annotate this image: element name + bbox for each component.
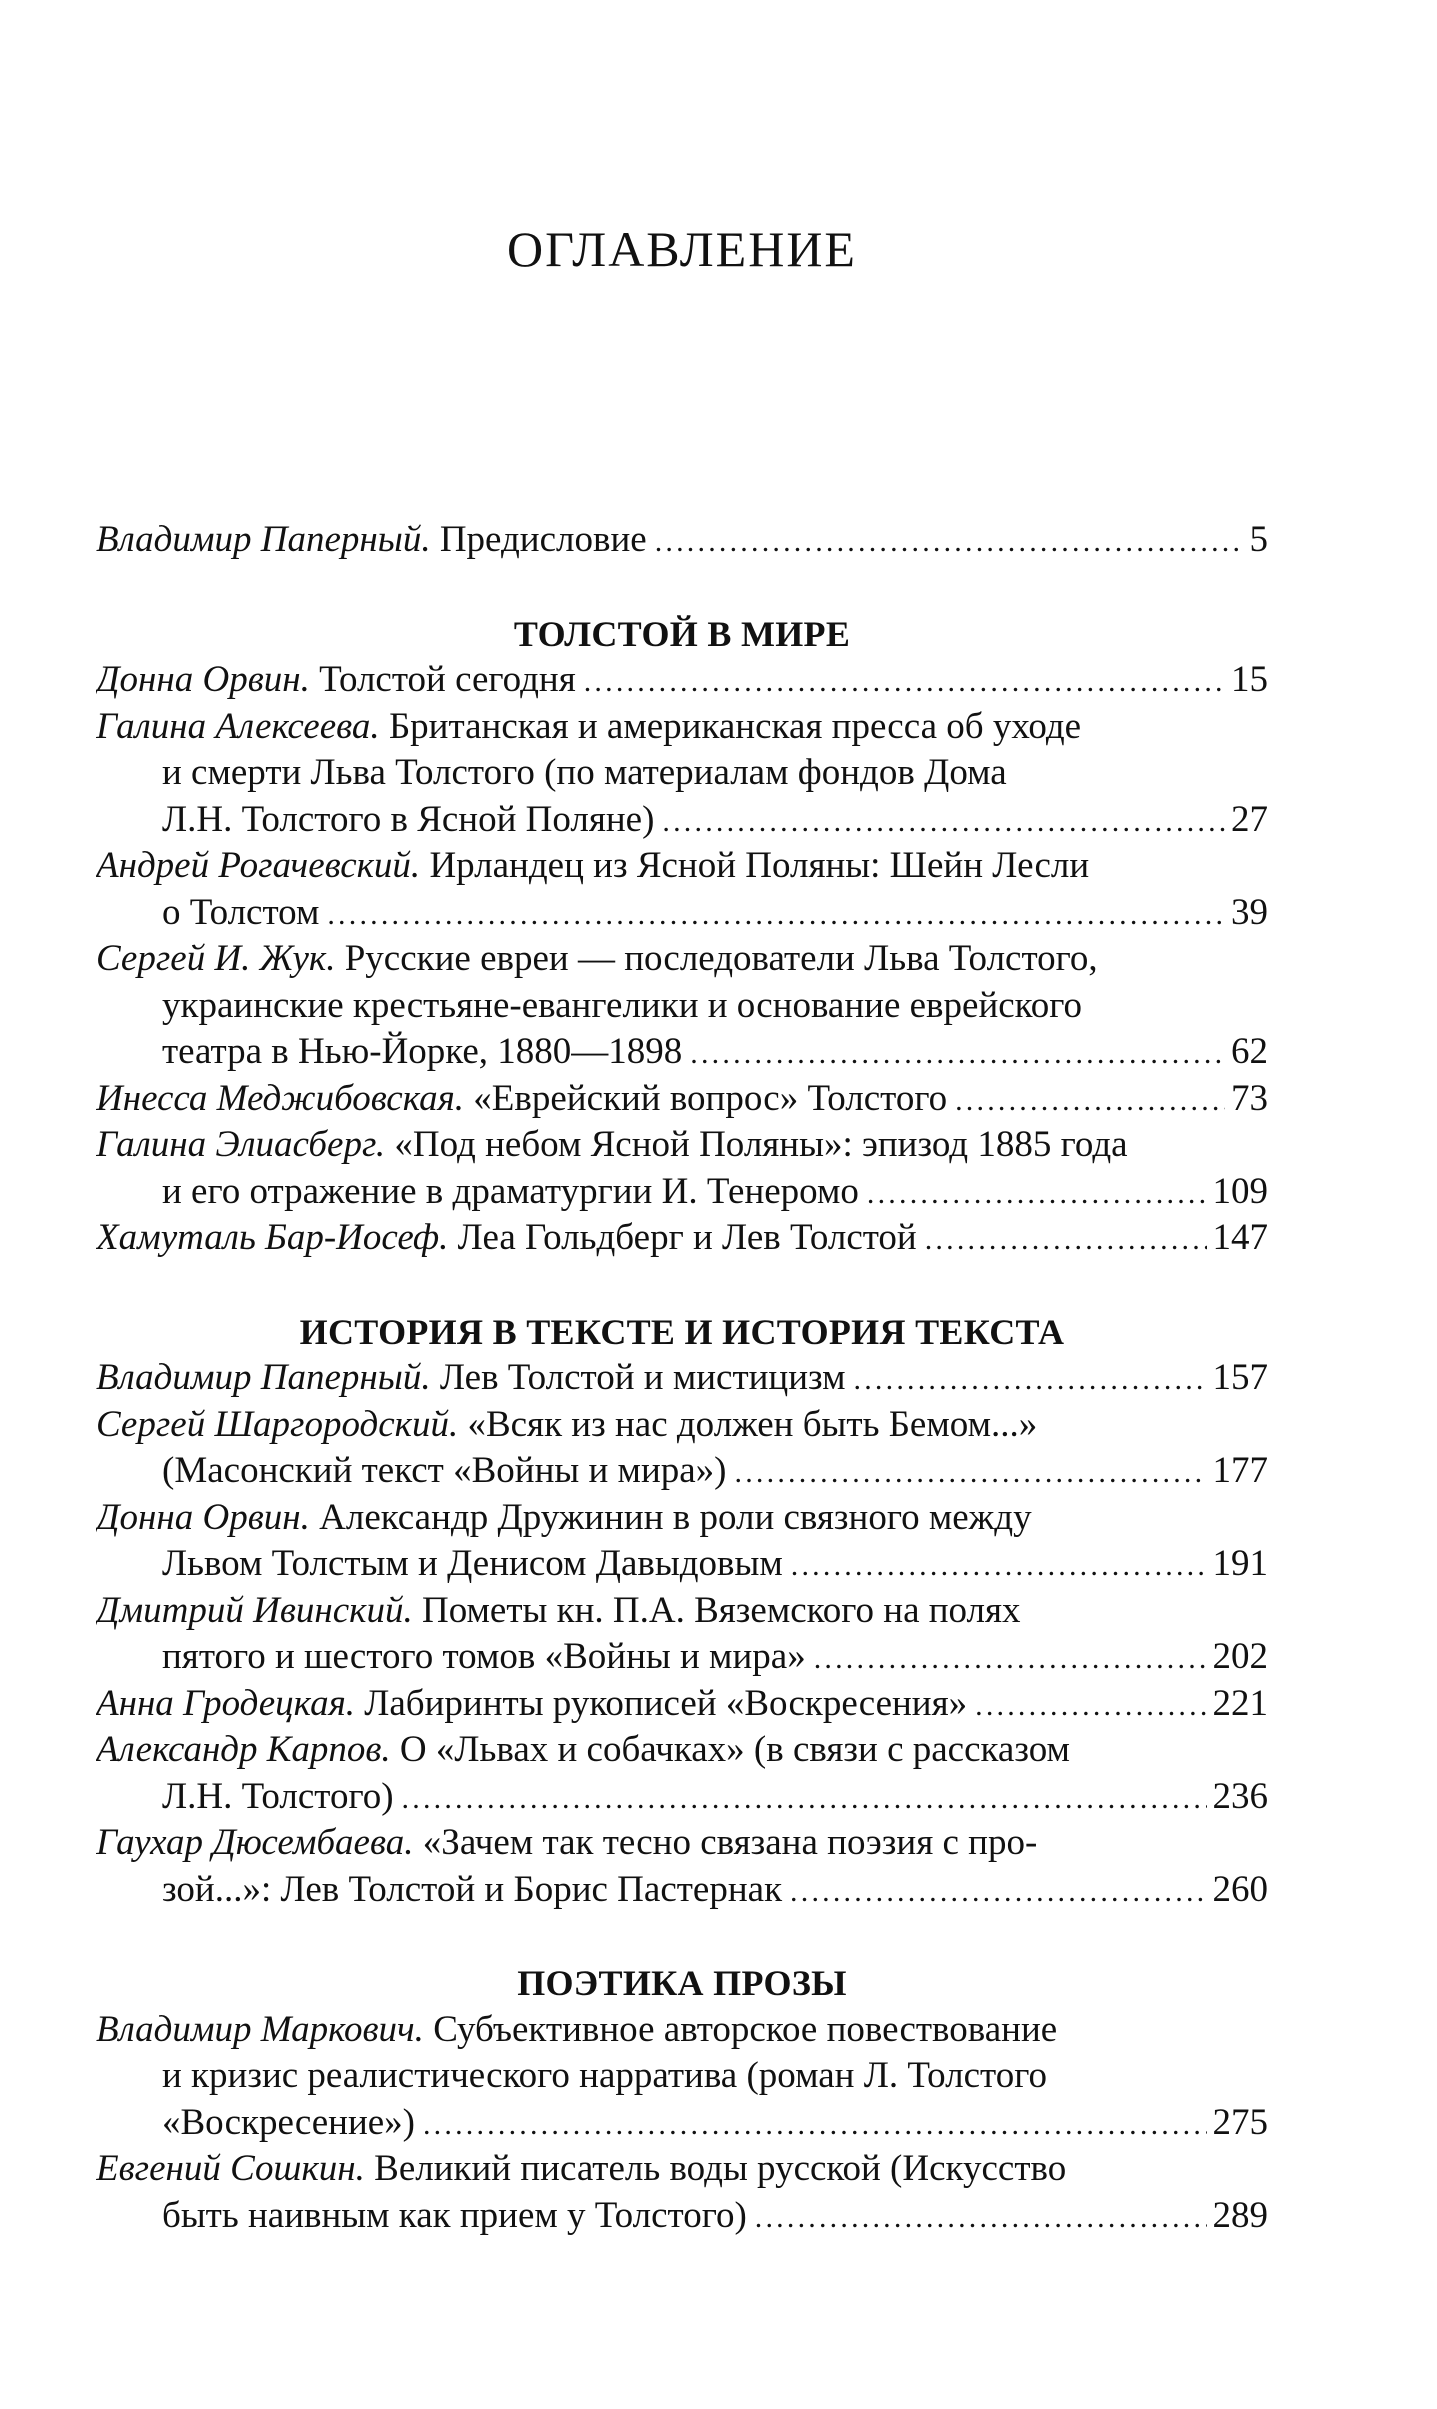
toc-entry[interactable] xyxy=(96,2146,1268,2239)
entry-title-part: «Всяк из нас должен быть Бемом...» xyxy=(467,1403,1038,1445)
entry-text xyxy=(96,2148,1066,2189)
toc-entry-preface[interactable] xyxy=(96,517,1268,564)
entry-line xyxy=(96,1029,1268,1076)
entry-line xyxy=(96,1169,1268,1216)
entry-line xyxy=(96,1820,1268,1867)
entry-line xyxy=(96,797,1268,844)
entry-title-part: и его отражение в драматургии И. Тенеромо xyxy=(162,1170,859,1212)
entry-text xyxy=(162,752,1007,793)
entry-line xyxy=(96,704,1268,751)
entry-title-part: Предисловие xyxy=(439,519,647,560)
entry-text xyxy=(162,1169,859,1216)
entry-text xyxy=(96,938,1098,979)
entry-line xyxy=(96,1588,1268,1635)
entry-text xyxy=(162,1029,682,1076)
dot-leader xyxy=(854,1357,1207,1402)
page-number: 202 xyxy=(1212,1636,1268,1677)
entry-text xyxy=(96,1822,1037,1863)
entry-title-part: быть наивным как прием у Толстого) xyxy=(162,2194,747,2236)
entry-line xyxy=(96,2193,1268,2240)
page-number: 5 xyxy=(1249,519,1268,560)
entry-title-part: Л.Н. Толстого в Ясной Поляне) xyxy=(162,798,655,840)
entry-line xyxy=(96,1727,1268,1774)
dot-leader xyxy=(327,892,1225,937)
section-heading: ПОЭТИКА ПРОЗЫ xyxy=(517,1963,847,2003)
toc-entry[interactable] xyxy=(96,843,1268,936)
entry-text xyxy=(162,1541,783,1588)
entry-text xyxy=(96,1590,1021,1631)
entry-title-part: Л.Н. Толстого) xyxy=(162,1775,394,1817)
entry-author: Дмитрий Ивинский. xyxy=(96,1589,413,1631)
dot-leader xyxy=(423,2102,1207,2147)
page-number: 147 xyxy=(1212,1217,1268,1258)
entry-line xyxy=(96,2053,1268,2100)
entry-text xyxy=(162,2055,1047,2096)
dot-leader xyxy=(662,799,1225,844)
entry-author: Донна Орвин. xyxy=(96,659,310,700)
dot-leader xyxy=(655,519,1244,564)
entry-text xyxy=(96,517,647,564)
entry-author: Донна Орвин. xyxy=(96,1496,310,1538)
page-number: 236 xyxy=(1212,1775,1268,1817)
page-number: 62 xyxy=(1231,1031,1268,1072)
dot-leader xyxy=(814,1636,1207,1681)
page-number: 27 xyxy=(1231,798,1268,840)
entry-title-part: «Зачем так тесно связана поэзия с про- xyxy=(422,1822,1038,1863)
dot-leader xyxy=(925,1217,1207,1262)
dot-leader xyxy=(402,1776,1207,1821)
dot-leader xyxy=(867,1171,1207,1216)
entry-title-part: Александр Дружинин в роли связного между xyxy=(319,1496,1032,1538)
entry-title-part: «Еврейский вопрос» Толстого xyxy=(473,1077,948,1119)
entry-title-part: Британская и американская пресса об уходе xyxy=(388,705,1082,747)
entry-line xyxy=(96,890,1268,937)
entry-line xyxy=(96,2146,1268,2193)
entry-author: Сергей Шаргородский. xyxy=(96,1403,459,1445)
dot-leader xyxy=(791,1543,1207,1588)
entry-text xyxy=(96,657,576,704)
page-title: ОГЛАВЛЕНИЕ xyxy=(507,221,857,277)
entry-line xyxy=(96,1867,1268,1914)
entry-title-part: украинские крестьяне-евангелики и основание еврейского xyxy=(162,984,1083,1026)
entry-title-part: Леа Гольдберг и Лев Толстой xyxy=(457,1217,917,1258)
entry-line xyxy=(96,517,1268,564)
entry-author: Анна Гродецкая. xyxy=(96,1682,356,1724)
entry-author: Владимир Паперный. xyxy=(96,1357,431,1398)
entry-title-part: Львом Толстым и Денисом Давыдовым xyxy=(162,1543,783,1584)
entry-text xyxy=(96,706,1081,747)
entry-title-part: и смерти Льва Толстого (по материалам фондов Дома xyxy=(162,752,1007,793)
entry-line xyxy=(96,1122,1268,1169)
page-number: 15 xyxy=(1231,659,1268,700)
entry-line xyxy=(96,1634,1268,1681)
entry-text xyxy=(96,845,1089,886)
entry-text xyxy=(162,985,1082,1026)
dot-leader xyxy=(955,1078,1225,1123)
entry-title-part: Ирландец из Ясной Поляны: Шейн Лесли xyxy=(429,845,1090,886)
toc-entry[interactable] xyxy=(96,1215,1268,1262)
entry-title-part: зой...»: Лев Толстой и Борис Пастернак xyxy=(162,1868,783,1910)
entry-title-part: и кризис реалистического нарратива (роман Л. Толстого xyxy=(162,2055,1047,2096)
entry-text xyxy=(96,2009,1057,2050)
toc-entry[interactable] xyxy=(96,1402,1268,1495)
toc-entry[interactable] xyxy=(96,1355,1268,1402)
section-spacer xyxy=(96,564,1268,611)
entry-text xyxy=(96,1404,1037,1445)
dot-leader xyxy=(584,659,1225,704)
page-number: 157 xyxy=(1212,1357,1268,1398)
entry-title-part: «Под небом Ясной Поляны»: эпизод 1885 года xyxy=(394,1124,1128,1165)
page-number: 177 xyxy=(1212,1450,1268,1491)
toc-entry[interactable] xyxy=(96,1681,1268,1728)
section-spacer xyxy=(96,1262,1268,1309)
page-number: 260 xyxy=(1212,1868,1268,1910)
dot-leader xyxy=(975,1683,1206,1728)
toc-entry[interactable] xyxy=(96,1820,1268,1913)
entry-title-part: Русские евреи — последователи Льва Толстого, xyxy=(344,938,1098,979)
toc-entry[interactable] xyxy=(96,704,1268,844)
entry-text xyxy=(162,2100,415,2147)
entry-title-part: Субъективное авторское повествование xyxy=(433,2008,1058,2050)
entry-text xyxy=(96,1681,967,1728)
entry-title-part: Лабиринты рукописей «Воскресения» xyxy=(364,1682,968,1724)
entry-text xyxy=(96,1076,947,1123)
entry-title-part: Толстой сегодня xyxy=(319,659,576,700)
entry-author: Евгений Сошкин. xyxy=(96,2148,365,2189)
entry-title-part: (Масонский текст «Войны и мира») xyxy=(162,1450,727,1491)
section-heading: ИСТОРИЯ В ТЕКСТЕ И ИСТОРИЯ ТЕКСТА xyxy=(299,1311,1065,1352)
entry-line xyxy=(96,2007,1268,2054)
entry-text xyxy=(162,890,319,937)
entry-title-part: театра в Нью-Йорке, 1880—1898 xyxy=(162,1031,683,1072)
entry-line xyxy=(96,2100,1268,2147)
entry-text xyxy=(162,1774,394,1821)
entry-author: Владимир Маркович. xyxy=(96,2008,424,2050)
entry-author: Сергей И. Жук. xyxy=(96,938,336,979)
entry-title-part: о Толстом xyxy=(162,891,320,933)
toc-entry[interactable] xyxy=(96,2007,1268,2147)
entry-author: Владимир Паперный. xyxy=(96,519,431,560)
entry-line xyxy=(96,657,1268,704)
entry-author: Александр Карпов. xyxy=(96,1729,391,1770)
entry-line xyxy=(96,1076,1268,1123)
entry-title-part: пятого и шестого томов «Войны и мира» xyxy=(162,1636,806,1677)
entry-title-part: Пометы кн. П.А. Вяземского на полях xyxy=(422,1589,1021,1631)
toc-entry[interactable] xyxy=(96,1076,1268,1123)
entry-author: Хамуталь Бар-Иосеф. xyxy=(96,1217,449,1258)
toc-entry[interactable] xyxy=(96,1727,1268,1820)
entry-line xyxy=(96,750,1268,797)
dot-leader xyxy=(790,1869,1206,1914)
entry-text xyxy=(162,1867,782,1914)
toc-entry[interactable] xyxy=(96,936,1268,1076)
page-number: 289 xyxy=(1212,2194,1268,2236)
entry-line xyxy=(96,936,1268,983)
toc-entry[interactable] xyxy=(96,1122,1268,1215)
entry-line xyxy=(96,1681,1268,1728)
page-number: 221 xyxy=(1212,1682,1268,1724)
entry-line xyxy=(96,1402,1268,1449)
entry-line xyxy=(96,843,1268,890)
entry-text xyxy=(96,1215,917,1262)
entry-text xyxy=(96,1124,1128,1165)
section-spacer xyxy=(96,1913,1268,1960)
section-heading: ТОЛСТОЙ В МИРЕ xyxy=(513,613,851,654)
entry-text xyxy=(162,797,654,844)
page-number: 109 xyxy=(1212,1170,1268,1212)
entry-text xyxy=(96,1497,1032,1538)
entry-author: Гаухар Дюсембаева. xyxy=(96,1822,414,1863)
entry-title-part: Великий писатель воды русской (Искусство xyxy=(374,2148,1067,2189)
entry-line xyxy=(96,1495,1268,1542)
entry-line xyxy=(96,1541,1268,1588)
entry-line xyxy=(96,1774,1268,1821)
toc-entry[interactable] xyxy=(96,1495,1268,1588)
page-number: 191 xyxy=(1212,1543,1268,1584)
toc-entry[interactable] xyxy=(96,1588,1268,1681)
entry-title-part: О «Львах и собачках» (в связи с рассказом xyxy=(399,1729,1070,1770)
entry-title-part: «Воскресение») xyxy=(162,2101,415,2143)
page-number: 39 xyxy=(1231,891,1268,933)
entry-author: Галина Алексеева. xyxy=(96,705,380,747)
entry-title-part: Лев Толстой и мистицизм xyxy=(439,1357,846,1398)
entry-author: Инесса Меджибовская. xyxy=(96,1077,465,1119)
entry-line xyxy=(96,1355,1268,1402)
table-of-contents xyxy=(96,517,1268,2239)
entry-author: Галина Элиасберг. xyxy=(96,1124,386,1165)
entry-line xyxy=(96,983,1268,1030)
entry-text xyxy=(162,1448,727,1495)
toc-entry[interactable] xyxy=(96,657,1268,704)
entry-text xyxy=(162,1634,806,1681)
dot-leader xyxy=(690,1031,1225,1076)
page-number: 73 xyxy=(1231,1077,1268,1119)
page-number: 275 xyxy=(1212,2101,1268,2143)
entry-author: Андрей Рогачевский. xyxy=(96,845,421,886)
entry-line xyxy=(96,1215,1268,1262)
entry-text xyxy=(162,2193,747,2240)
entry-text xyxy=(96,1729,1070,1770)
dot-leader xyxy=(735,1450,1207,1495)
entry-line xyxy=(96,1448,1268,1495)
entry-text xyxy=(96,1355,846,1402)
dot-leader xyxy=(755,2195,1207,2240)
